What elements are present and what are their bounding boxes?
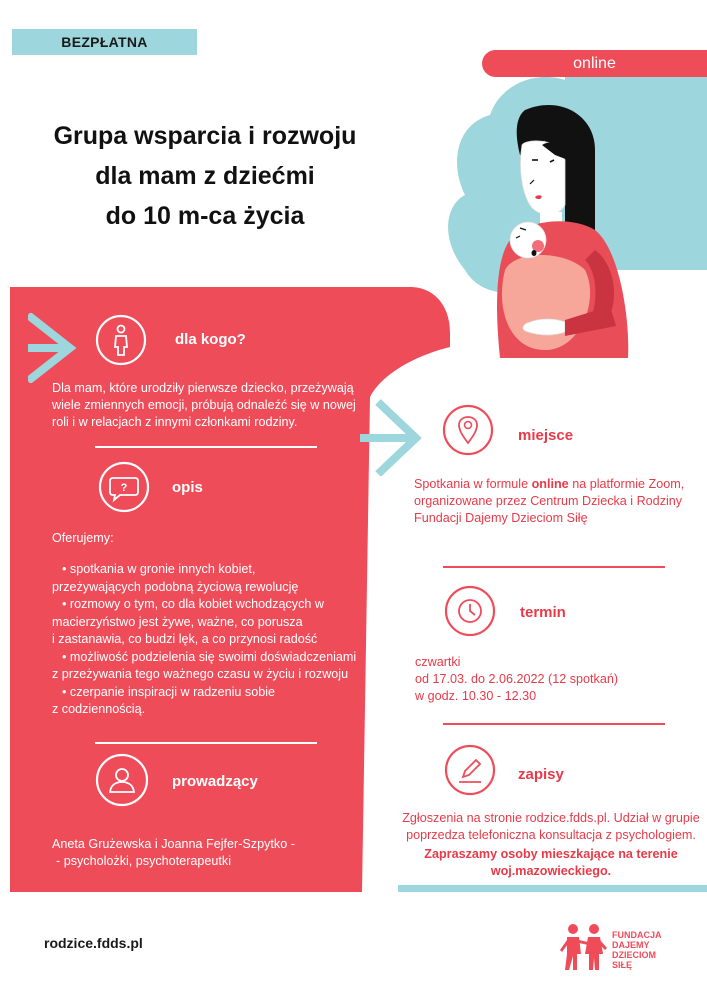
divider <box>443 723 665 725</box>
free-badge: BEZPŁATNA <box>12 29 197 55</box>
teal-divider-bar <box>398 885 707 892</box>
foundation-logo-text: FUNDACJA DAJEMY DZIECIOM SIŁĘ <box>612 930 662 970</box>
page-title: Grupa wsparcia i rozwoju dla mam z dziećmi do 10 m-ca życia <box>53 122 357 230</box>
prowadzacy-text: Aneta Grużewska i Joanna Fejfer-Szpytko - - psycholożki, psychoterapeutki <box>52 837 295 868</box>
footer-url[interactable]: rodzice.fdds.pl <box>44 935 143 951</box>
list-item: • rozmowy o tym, co dla kobiet wchodzących w macierzyństwo jest żywe, ważne, co porusza i zastanawia, co budzi lęk, a co przynosi radość <box>52 597 324 646</box>
section-title-prowadzacy: prowadzący <box>172 773 258 790</box>
termin-text: czwartki od 17.03. do 2.06.2022 (12 spotkań) w godz. 10.30 - 12.30 <box>415 655 619 703</box>
person-icon <box>95 314 147 366</box>
online-label: online <box>482 50 707 77</box>
user-avatar-icon <box>95 753 149 807</box>
opis-bullet-list <box>52 561 372 719</box>
location-pin-icon <box>442 404 494 456</box>
section-title-zapisy: zapisy <box>518 766 564 783</box>
divider <box>95 446 317 448</box>
dla-kogo-text: Dla mam, które urodziły pierwsze dziecko, przeżywają wiele zmiennych emocji, próbują odnaleźć się w nowej roli i w relacjach z innymi członkami rodziny. <box>52 381 356 429</box>
foundation-logo-icon <box>557 920 609 972</box>
section-title-miejsce: miejsce <box>518 427 574 444</box>
list-item: • czerpanie inspiracji w radzeniu sobie z codziennością. <box>52 684 276 716</box>
divider <box>443 566 665 568</box>
list-item: • spotkania w gronie innych kobiet, przeżywających podobną życiową rewolucję <box>52 562 299 594</box>
zapisy-text: Zgłoszenia na stronie rodzice.fdds.pl. Udział w grupie poprzedza telefoniczna konsultacja z psychologiem. Zapraszamy osoby mieszkające na terenie woj.mazowieckiego. <box>402 811 700 878</box>
question-bubble-icon <box>98 461 150 513</box>
section-title-termin: termin <box>520 604 566 621</box>
svg-text:?: ? <box>120 482 128 494</box>
mother-baby-illustration <box>470 100 640 360</box>
arrow-right-icon <box>28 313 78 383</box>
divider <box>95 742 317 744</box>
opis-intro: Oferujemy: <box>52 531 114 545</box>
list-item: • możliwość podzielenia się swoimi doświadczeniami z przeżywania tego ważnego czasu w życiu i rozwoju <box>52 649 357 681</box>
clock-icon <box>444 585 496 637</box>
miejsce-text: Spotkania w formule online na platformie Zoom, organizowane przez Centrum Dziecka i Rodziny Fundacji Dajemy Dzieciom Siłę <box>414 477 685 525</box>
pencil-icon <box>444 744 496 796</box>
section-title-dla-kogo: dla kogo? <box>175 331 246 348</box>
section-title-opis: opis <box>172 479 203 496</box>
